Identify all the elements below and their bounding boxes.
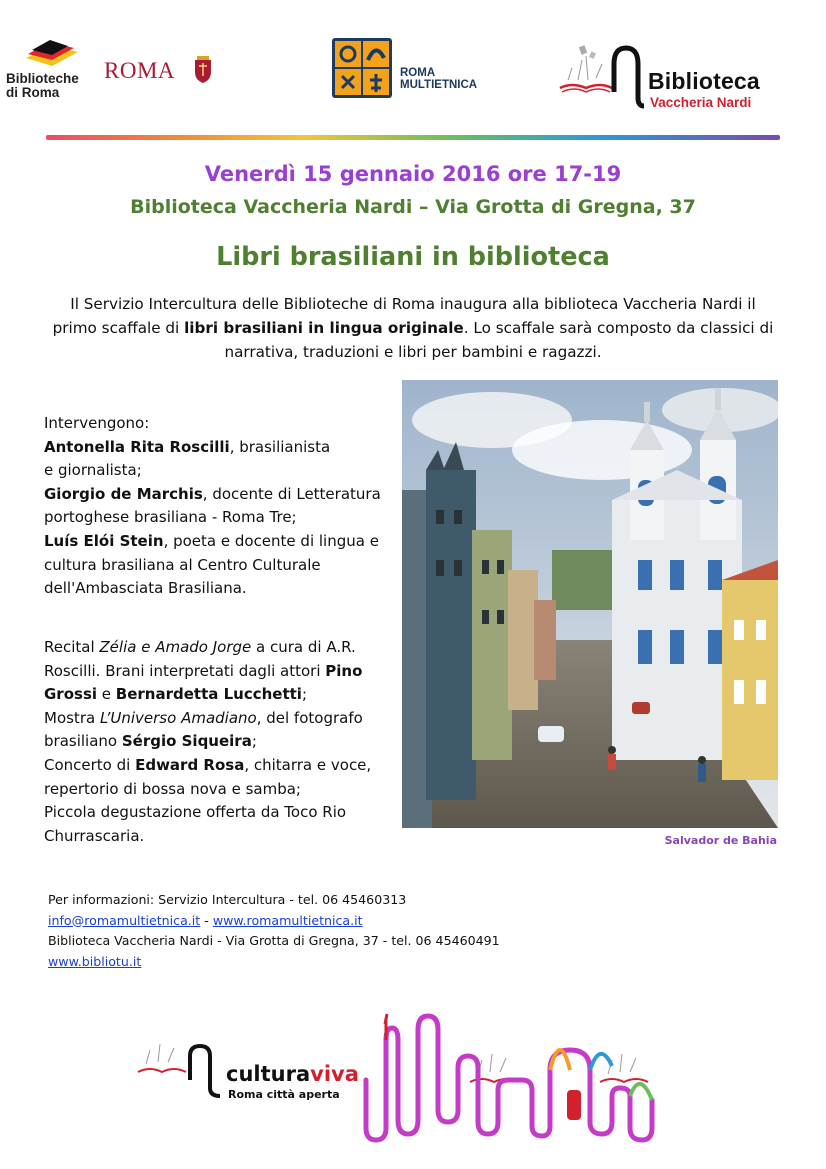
book-stack-icon [22, 38, 82, 72]
actor-1-first: Pino [325, 661, 363, 680]
biblioteca-vaccheria-nardi-logo [556, 38, 786, 118]
speaker-2-name: Giorgio de Marchis [44, 484, 203, 503]
book-icon [138, 1044, 186, 1072]
program-list [44, 636, 394, 848]
event-title: Libri brasiliani in biblioteca [216, 242, 610, 272]
link-separator: - [200, 912, 213, 928]
actor-2: Bernardetta Lucchetti [115, 685, 302, 704]
logo-vaccheria-subtitle: Vaccheria Nardi [650, 95, 752, 110]
logo-multietnica-line2: MULTIETNICA [400, 79, 478, 91]
logo-biblioteche-line2: di Roma [6, 85, 60, 100]
event-place: Biblioteca Vaccheria Nardi – Via Grotta di Gregna, 37 [130, 196, 696, 218]
roma-crest-icon [192, 56, 214, 84]
rainbow-divider [46, 135, 780, 140]
email-link[interactable]: info@romamultietnica.it [48, 912, 201, 928]
degustazione-line-2: Churrascaria. [44, 826, 145, 845]
musician-name: Edward Rosa [135, 755, 245, 774]
speaker-2-role-a: , docente di Letteratura [202, 484, 381, 503]
salvador-street-photo [402, 380, 778, 828]
event-date: Venerdì 15 gennaio 2016 ore 17-19 [204, 162, 622, 186]
roma-logo-text: ROMA [104, 58, 176, 83]
info-address: Biblioteca Vaccheria Nardi - Via Grotta di Gregna, 37 - tel. 06 45460491 [48, 933, 500, 948]
recital-title: Zélia e Amado Jorge [99, 638, 252, 656]
logo-multietnica-line1: ROMA [400, 67, 436, 79]
info-block [48, 890, 608, 972]
info-links [48, 911, 608, 932]
speaker-3-role-c: dell'Ambasciata Brasiliana. [44, 579, 247, 598]
recital-line-2 [44, 660, 394, 684]
roma-multietnica-logo [330, 36, 500, 104]
speakers-heading: Intervengono: [44, 414, 150, 432]
intro-bold: libri brasiliani in lingua originale [184, 319, 464, 337]
speaker-1 [44, 436, 394, 460]
website-link-2[interactable]: www.bibliotu.it [48, 953, 142, 969]
info-contact: Per informazioni: Servizio Intercultura - tel. 06 45460313 [48, 892, 407, 907]
biblioteche-di-roma-logo [6, 38, 98, 108]
mostra-title: L’Universo Amadiano [99, 708, 257, 727]
speaker-1-role-b: e giornalista; [44, 461, 142, 480]
and-text: e [97, 685, 116, 704]
recital-pre: Recital [44, 638, 100, 656]
mostra-post: , del fotografo [256, 708, 363, 727]
concerto-post: , chitarra e voce, [244, 755, 372, 774]
mostra-pre: Mostra [44, 708, 100, 727]
intro-part1: Il Servizio Intercultura delle Biblioteche di Roma inaugura alla biblioteca Vaccheria Nardi il primo scaffale di [52, 295, 756, 337]
roma-multietnica-icon [330, 36, 394, 100]
recital-l2-pre: Roscilli. Brani interpretati dagli attori [44, 661, 326, 680]
speaker-3-name: Luís Elói Stein [44, 531, 164, 550]
speaker-3-role-b: cultura brasiliana al Centro Culturale [44, 555, 321, 574]
speaker-3 [44, 530, 394, 554]
logo-vaccheria-title: Biblioteca [648, 68, 760, 94]
actor-1-last: Grossi [44, 685, 98, 704]
degustazione-line-1: Piccola degustazione offerta da Toco Rio [44, 803, 347, 822]
recital-line-3 [44, 683, 394, 707]
website-link-1[interactable]: www.romamultietnica.it [212, 912, 363, 928]
mostra-line-2 [44, 730, 394, 754]
speaker-1-role-a: , brasilianista [229, 437, 331, 456]
brand-viva: viva [310, 1062, 359, 1086]
concerto-line-1 [44, 754, 394, 778]
mostra-line-1 [44, 707, 394, 731]
intro-part2: . Lo scaffale sarà composto da classici di narrativa, traduzioni e libri per bambini e ragazzi. [224, 319, 774, 361]
brand-cultura: cultura [226, 1062, 311, 1086]
speaker-2-role-b: portoghese brasiliana - Roma Tre; [44, 508, 297, 527]
speakers-list [44, 412, 394, 601]
recital-post: a cura di A.R. [251, 638, 356, 656]
cultura-viva-text [226, 1062, 359, 1086]
concerto-line-2: repertorio di bossa nova e samba; [44, 779, 301, 798]
photo-caption: Salvador de Bahia [664, 834, 777, 847]
recital-line-1 [44, 636, 394, 660]
speaker-1-name: Antonella Rita Roscilli [44, 437, 230, 456]
cultura-viva-subtitle: Roma città aperta [228, 1088, 340, 1101]
photographer-name: Sérgio Siqueira [121, 732, 252, 751]
semicolon-1: ; [301, 685, 307, 704]
speaker-2 [44, 483, 394, 507]
semicolon-2: ; [251, 732, 257, 751]
logo-biblioteche-line1: Biblioteche [6, 71, 79, 86]
intro-paragraph [52, 292, 774, 364]
cultura-viva-logo [130, 1010, 790, 1150]
speaker-3-role-a: , poeta e docente di lingua e [163, 531, 379, 550]
concerto-pre: Concerto di [44, 755, 136, 774]
street-scene-illustration [402, 380, 778, 828]
info-website-2-line [48, 952, 608, 973]
open-book-icon [556, 38, 652, 110]
mostra-l2-pre: brasiliano [44, 732, 122, 751]
